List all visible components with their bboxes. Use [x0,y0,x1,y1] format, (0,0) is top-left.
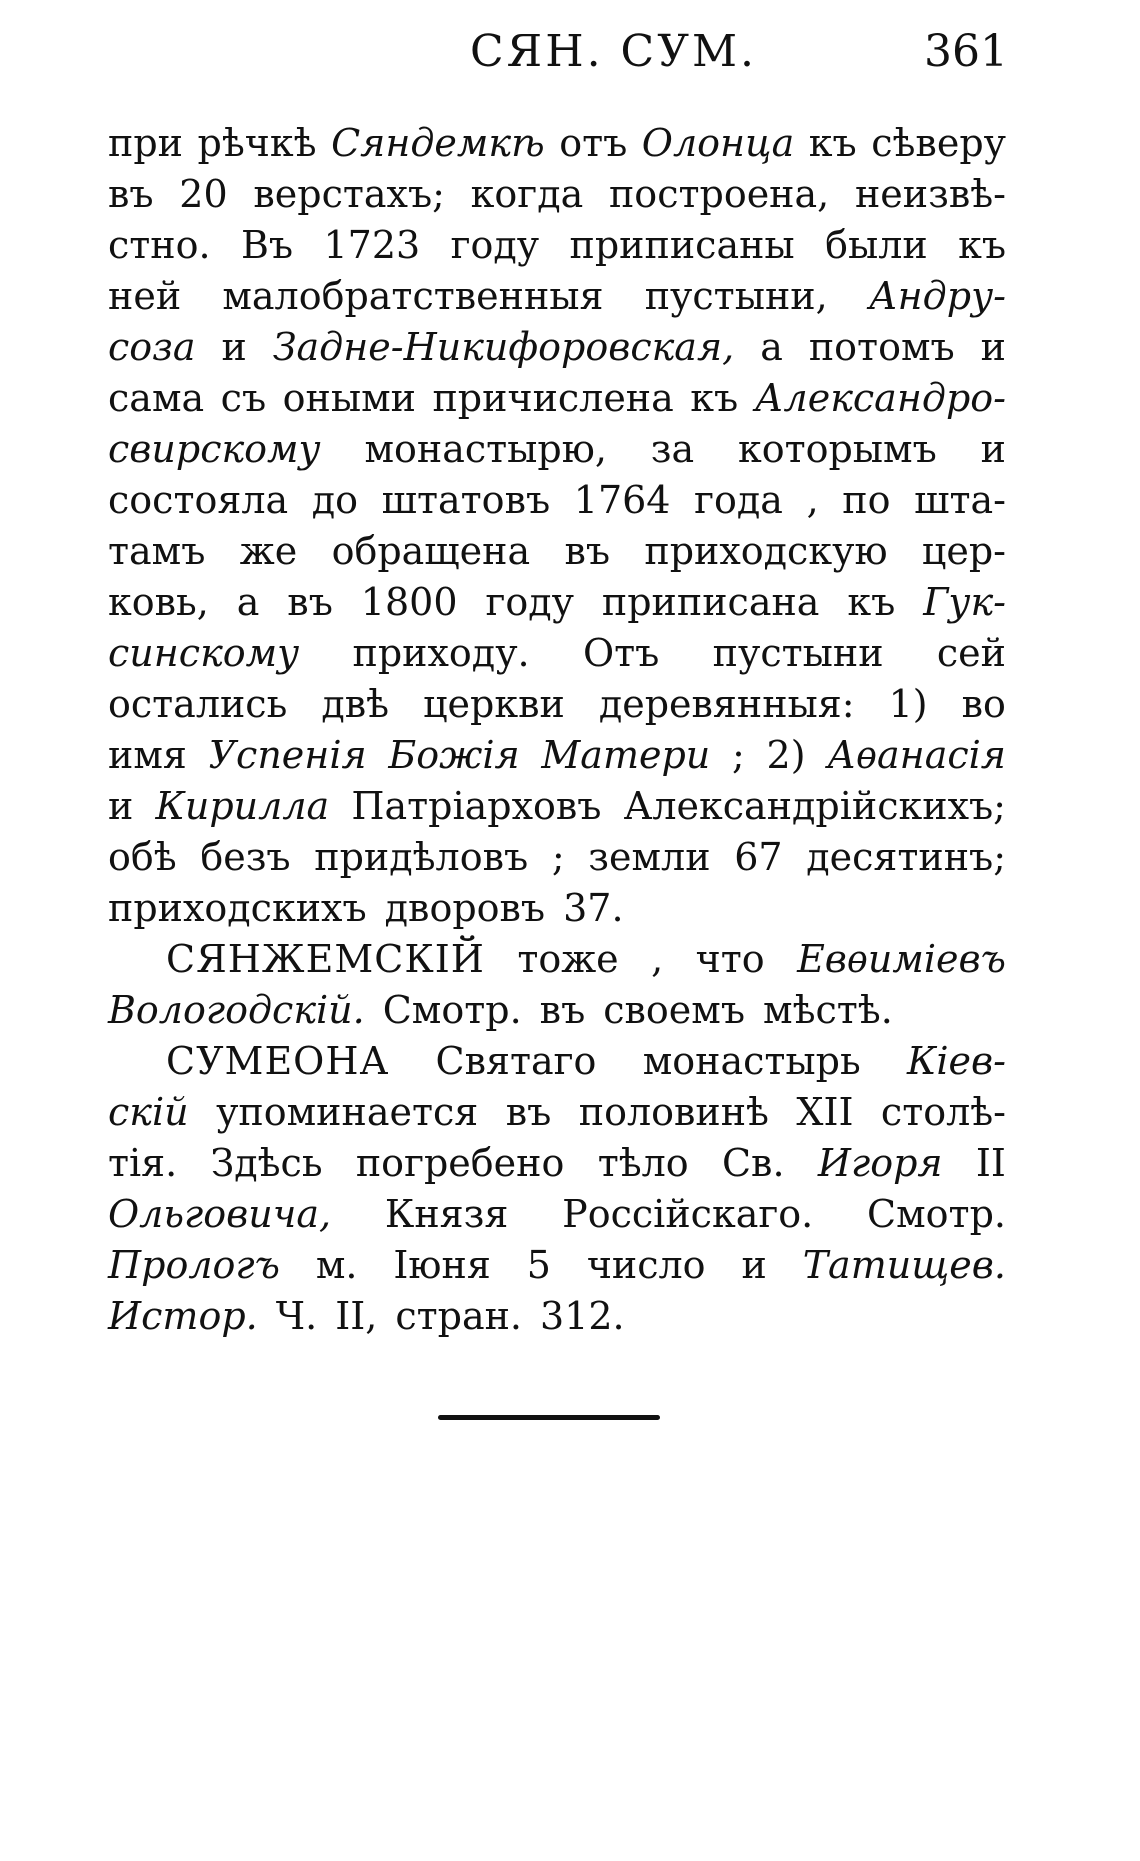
word: Патріарховъ [351,784,602,828]
text-line [108,628,1006,679]
word: половинѣ [578,1090,769,1134]
text-line [108,169,1006,220]
word: и [980,427,1006,471]
word: своемъ [603,988,746,1032]
word: 1723 [323,223,421,267]
word: которымъ [737,427,937,471]
text-line [108,781,1006,832]
word: Татищев. [802,1243,1006,1287]
word: 2) [766,733,806,777]
entry-heading: СЯНЖЕМСКІЙ [166,937,485,981]
word: Ч. [275,1294,318,1338]
word: имя [108,733,187,777]
text-line [108,679,1006,730]
word: построена, [608,172,830,216]
word: деревянныя: [598,682,855,726]
word: тія. [108,1141,178,1185]
word: 312. [540,1294,625,1338]
word: цер- [921,529,1006,573]
word: скій [108,1090,189,1134]
word: столѣ- [880,1090,1006,1134]
word: Игоря [817,1141,943,1185]
text-line [108,1240,1006,1291]
word: , [806,478,819,522]
text-line [108,1036,1006,1087]
word: Ольговича, [108,1192,332,1236]
word: Прологъ [108,1243,280,1287]
text-line [108,1087,1006,1138]
word: приходскую [644,529,888,573]
word: упоминается [216,1090,479,1134]
word: къ [958,223,1006,267]
word: году [485,580,574,624]
word: соза [108,325,196,369]
word: году [450,223,540,267]
word: Аѳанасія [827,733,1006,777]
word: по [842,478,891,522]
word: ней [108,274,182,318]
word: , [651,937,664,981]
word: малобратственныя [222,274,604,318]
word: при [108,121,183,165]
text-line [108,832,1006,883]
word: Матери [541,733,711,777]
text-line [108,424,1006,475]
word: въ [564,529,611,573]
word: 20 [179,172,228,216]
word: десятинъ; [806,835,1006,879]
word: приходу. [352,631,530,675]
text-line [108,1189,1006,1240]
text-line [108,526,1006,577]
word: стно. [108,223,211,267]
word: II [975,1141,1006,1185]
word: Святаго [435,1039,597,1083]
word: приписана [601,580,820,624]
word: причислена [432,376,674,420]
word: Смотр. [382,988,522,1032]
word: мѣстѣ. [763,988,893,1032]
word: Россійскаго. [562,1192,814,1236]
word: сѣверу [871,121,1006,165]
word: къ [808,121,857,165]
word: обращена [331,529,531,573]
word: Іюня [393,1243,491,1287]
text-line [108,730,1006,781]
word: Кирилла [155,784,330,828]
word: приходскихъ [108,886,367,930]
word: Успенія [208,733,367,777]
page-number: 361 [924,26,1008,77]
word: когда [470,172,584,216]
word: число [586,1243,706,1287]
word: Олонца [641,121,795,165]
text-line [108,934,1006,985]
text-line [108,475,1006,526]
word: Гук- [923,580,1006,624]
word: за [650,427,695,471]
word: II, [335,1294,378,1338]
text-line [108,220,1006,271]
word: къ [690,376,739,420]
text-line [108,1291,1006,1342]
word: Евѳиміевъ [797,937,1006,981]
word: и [980,325,1006,369]
word: ковь, [108,580,209,624]
word: монастырь [642,1039,861,1083]
word: шта- [914,478,1006,522]
word: же [239,529,298,573]
text-line [108,577,1006,628]
word: состояла [108,478,289,522]
word: тамъ [108,529,206,573]
word: года [694,478,783,522]
word: монастырю, [364,427,607,471]
word: штатовъ [381,478,551,522]
word: потомъ [808,325,955,369]
word: обѣ [108,835,177,879]
word: Андру- [868,274,1006,318]
word: отъ [559,121,628,165]
text-line [108,985,1006,1036]
word: дворовъ [384,886,546,930]
word: Сяндемкѣ [331,121,545,165]
word: оными [282,376,416,420]
word: тѣло [597,1141,689,1185]
word: Александро- [754,376,1006,420]
running-head [108,22,1008,82]
word: во [961,682,1006,726]
word: 1764 [573,478,671,522]
word: въ [505,1090,552,1134]
word: что [695,937,765,981]
word: сей [936,631,1006,675]
text-line [108,118,1006,169]
end-rule [438,1415,660,1420]
running-head-title: СЯН. СУМ. [470,26,758,77]
word: 67 [734,835,783,879]
text-line [108,883,1006,934]
word: приписаны [569,223,795,267]
word: тоже [517,937,619,981]
text-line [108,1138,1006,1189]
word: Отъ [582,631,660,675]
word: и [221,325,247,369]
word: неизвѣ- [854,172,1006,216]
word: 37. [563,886,624,930]
word: сама [108,376,205,420]
word: рѣчкѣ [197,121,317,165]
word: стран. [395,1294,523,1338]
word: до [311,478,359,522]
word: къ [847,580,896,624]
word: ; [732,733,745,777]
word: пустыни [712,631,884,675]
word: остались [108,682,288,726]
word: м. [315,1243,358,1287]
word: свирскому [108,427,321,471]
word: въ [287,580,333,624]
word: и [108,784,134,828]
word: церкви [423,682,565,726]
text-line [108,373,1006,424]
word: въ [108,172,154,216]
word: Истор. [108,1294,258,1338]
word: ; [551,835,565,879]
text-line [108,322,1006,373]
word: XII [796,1090,854,1134]
article-text [108,118,1006,1342]
word: верстахъ; [253,172,445,216]
word: были [825,223,928,267]
word: земли [588,835,711,879]
word: Св. [721,1141,785,1185]
word: двѣ [321,682,390,726]
word: пустыни, [644,274,828,318]
word: Александрійскихъ; [623,784,1006,828]
word: погребено [355,1141,565,1185]
text-line [108,271,1006,322]
word: 1800 [360,580,458,624]
word: 1) [888,682,928,726]
word: безъ [200,835,291,879]
word: Въ [240,223,294,267]
word: синскому [108,631,300,675]
word: въ [539,988,586,1032]
word: Смотр. [867,1192,1006,1236]
word: придѣловъ [314,835,529,879]
word: съ [220,376,267,420]
word: Вологодскій. [108,988,365,1032]
word: Кіев- [906,1039,1006,1083]
word: Задне-Никифоровская, [272,325,735,369]
word: 5 [526,1243,551,1287]
word: а [236,580,260,624]
word: а [760,325,783,369]
word: Божія [388,733,520,777]
word: и [741,1243,767,1287]
word: Здѣсь [210,1141,323,1185]
word: Князя [384,1192,509,1236]
entry-heading: СУМЕОНА [166,1039,390,1083]
